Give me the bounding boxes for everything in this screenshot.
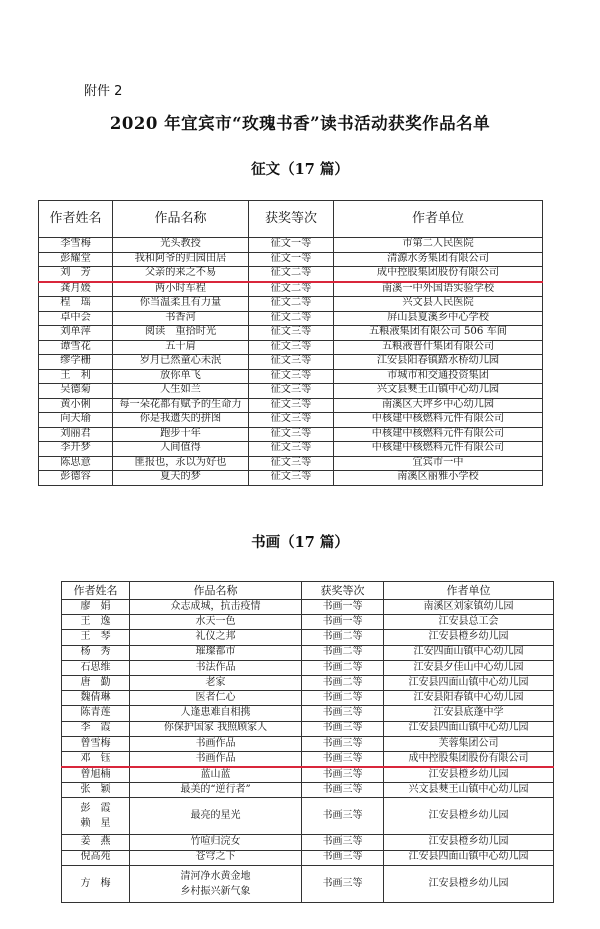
work-title-cell: 你保护国家 我照顾家人 [130, 721, 302, 736]
author-unit-cell: 江安县橙乡幼儿园 [384, 865, 554, 902]
award-level-cell: 征文三等 [249, 340, 334, 355]
author-name-cell: 倪高苑 [62, 850, 130, 865]
work-title-cell: 岁月已然童心未泯 [113, 355, 249, 370]
author-name-cell: 石思维 [62, 660, 130, 675]
art-header-author-unit: 作者单位 [384, 582, 554, 600]
author-unit-cell: 成中控股集团股份有限公司 [384, 751, 554, 767]
award-level-cell: 书画三等 [302, 721, 384, 736]
author-unit-cell: 兴文县僰王山镇中心幼儿园 [384, 783, 554, 798]
author-name-cell: 刘单萍 [39, 326, 113, 341]
work-title-cell: 放你单飞 [113, 369, 249, 384]
author-unit-cell: 江安县四面山镇中心幼儿园 [384, 721, 554, 736]
award-level-cell: 征文二等 [249, 311, 334, 326]
award-level-cell: 书画三等 [302, 706, 384, 721]
work-title-cell: 老家 [130, 675, 302, 690]
work-title-cell: 你当温柔且有力量 [113, 297, 249, 312]
work-title-cell: 书香河 [113, 311, 249, 326]
author-unit-cell: 江安县阳春镇中心幼儿园 [384, 691, 554, 706]
award-level-cell: 征文二等 [249, 282, 334, 297]
attachment-label: 附件 2 [84, 84, 123, 99]
table-row [62, 630, 554, 645]
table-row [39, 456, 543, 471]
author-name-cell: 唐 勤 [62, 675, 130, 690]
work-title-cell: 众志成城，抗击疫情 [130, 600, 302, 615]
essay-table-body [39, 238, 543, 486]
author-unit-cell: 成中控股集团股份有限公司 [334, 267, 543, 282]
award-level-cell: 征文三等 [249, 355, 334, 370]
author-unit-cell: 中核建中核燃料元件有限公司 [334, 427, 543, 442]
table-row [62, 850, 554, 865]
author-name-cell: 魏倩琳 [62, 691, 130, 706]
author-unit-cell: 市第二人民医院 [334, 238, 543, 253]
award-level-cell: 书画一等 [302, 600, 384, 615]
work-title-cell: 父亲的来之不易 [113, 267, 249, 282]
author-name-cell: 方 梅 [62, 865, 130, 902]
award-level-cell: 征文二等 [249, 267, 334, 282]
table-row [39, 326, 543, 341]
award-level-cell: 征文三等 [249, 456, 334, 471]
work-title-cell: 水天一色 [130, 615, 302, 630]
author-unit-cell: 市城市和交通投资集团 [334, 369, 543, 384]
work-title-cell: 清河净水黄金地 乡村振兴新气象 [130, 865, 302, 902]
author-name-cell: 王 利 [39, 369, 113, 384]
author-name-cell: 黄小俐 [39, 398, 113, 413]
author-unit-cell: 五粮液普什集团有限公司 [334, 340, 543, 355]
award-level-cell: 书画二等 [302, 691, 384, 706]
table-row [62, 721, 554, 736]
author-name-cell: 曾雪梅 [62, 736, 130, 751]
author-name-cell: 刘丽君 [39, 427, 113, 442]
award-level-cell: 书画三等 [302, 767, 384, 783]
work-title-cell: 跑步十年 [113, 427, 249, 442]
author-unit-cell: 屏山县夏溪乡中心学校 [334, 311, 543, 326]
author-name-cell: 张 颖 [62, 783, 130, 798]
author-name-cell: 廖 娟 [62, 600, 130, 615]
work-title-cell: 我和阿爷的归园田居 [113, 252, 249, 267]
art-table [61, 581, 554, 903]
art-header-award-level: 获奖等次 [302, 582, 384, 600]
author-name-cell: 卓中会 [39, 311, 113, 326]
author-name-cell: 彭耀堂 [39, 252, 113, 267]
author-unit-cell: 江安县夕佳山中心幼儿园 [384, 660, 554, 675]
table-row [62, 706, 554, 721]
work-title-cell: 匪报也，永以为好也 [113, 456, 249, 471]
table-row [62, 783, 554, 798]
author-unit-cell: 江安县底蓬中学 [384, 706, 554, 721]
author-unit-cell: 江安县橙乡幼儿园 [384, 798, 554, 835]
author-unit-cell: 宜宾市一中 [334, 456, 543, 471]
author-name-cell: 龚月媛 [39, 282, 113, 297]
work-title-cell: 你是我遗失的拼图 [113, 413, 249, 428]
author-unit-cell: 南溪区丽雅小学校 [334, 471, 543, 486]
award-level-cell: 书画三等 [302, 835, 384, 850]
table-row [39, 267, 543, 282]
essay-section-title: 征文（17 篇） [251, 161, 349, 178]
work-title-cell: 最亮的星光 [130, 798, 302, 835]
author-name-cell: 彭 霞 赖 星 [62, 798, 130, 835]
author-unit-cell: 中核建中核燃料元件有限公司 [334, 413, 543, 428]
table-row [62, 615, 554, 630]
table-row [62, 798, 554, 835]
author-name-cell: 姜 燕 [62, 835, 130, 850]
author-unit-cell: 清源水务集团有限公司 [334, 252, 543, 267]
art-header-work-title: 作品名称 [130, 582, 302, 600]
essay-header-work-title: 作品名称 [113, 201, 249, 238]
art-header-author-name: 作者姓名 [62, 582, 130, 600]
work-title-cell: 璀璨都市 [130, 645, 302, 660]
document-title: 2020 年宜宾市“玫瑰书香”读书活动获奖作品名单 [109, 114, 491, 133]
essay-header-award-level: 获奖等次 [249, 201, 334, 238]
author-name-cell: 程 瑶 [39, 297, 113, 312]
author-name-cell: 曾旭楠 [62, 767, 130, 783]
author-name-cell: 向天瑜 [39, 413, 113, 428]
author-name-cell: 邓 钰 [62, 751, 130, 767]
table-row [39, 427, 543, 442]
author-unit-cell: 南溪区刘家镇幼儿园 [384, 600, 554, 615]
award-level-cell: 征文二等 [249, 297, 334, 312]
work-title-cell: 书画作品 [130, 736, 302, 751]
author-unit-cell: 江安县四面山镇中心幼儿园 [384, 675, 554, 690]
art-header-row [62, 582, 554, 600]
author-name-cell: 李开梦 [39, 442, 113, 457]
author-unit-cell: 五粮液集团有限公司 506 车间 [334, 326, 543, 341]
award-level-cell: 书画三等 [302, 736, 384, 751]
award-level-cell: 征文三等 [249, 326, 334, 341]
award-level-cell: 书画二等 [302, 660, 384, 675]
author-unit-cell: 江安县橙乡幼儿园 [384, 767, 554, 783]
author-name-cell: 陈思意 [39, 456, 113, 471]
work-title-cell: 夏天的梦 [113, 471, 249, 486]
table-row [39, 340, 543, 355]
author-unit-cell: 江安四面山镇中心幼儿园 [384, 645, 554, 660]
author-name-cell: 杨 秀 [62, 645, 130, 660]
award-level-cell: 征文一等 [249, 238, 334, 253]
work-title-cell: 书法作品 [130, 660, 302, 675]
work-title-cell: 光头教授 [113, 238, 249, 253]
table-row [62, 835, 554, 850]
table-row [62, 645, 554, 660]
award-level-cell: 书画三等 [302, 798, 384, 835]
work-title-cell: 苍穹之下 [130, 850, 302, 865]
work-title-cell: 人逢患难自相携 [130, 706, 302, 721]
author-name-cell: 彭德容 [39, 471, 113, 486]
author-unit-cell: 兴文县人民医院 [334, 297, 543, 312]
author-name-cell: 谭雪花 [39, 340, 113, 355]
work-title-cell: 人生如兰 [113, 384, 249, 399]
table-row [39, 297, 543, 312]
table-row [39, 442, 543, 457]
author-name-cell: 李 霞 [62, 721, 130, 736]
table-row [39, 252, 543, 267]
author-unit-cell: 中核建中核燃料元件有限公司 [334, 442, 543, 457]
award-level-cell: 书画一等 [302, 615, 384, 630]
award-level-cell: 书画三等 [302, 865, 384, 902]
award-level-cell: 书画二等 [302, 645, 384, 660]
essay-header-row [39, 201, 543, 238]
award-level-cell: 征文三等 [249, 471, 334, 486]
table-row [62, 675, 554, 690]
award-level-cell: 书画三等 [302, 850, 384, 865]
author-name-cell: 刘 芳 [39, 267, 113, 282]
table-row [62, 691, 554, 706]
author-name-cell: 王 琴 [62, 630, 130, 645]
work-title-cell: 最美的“逆行者” [130, 783, 302, 798]
work-title-cell: 五十肩 [113, 340, 249, 355]
table-row [39, 471, 543, 486]
author-name-cell: 李雪梅 [39, 238, 113, 253]
table-row [39, 282, 543, 297]
table-row [39, 369, 543, 384]
author-unit-cell: 芙蓉集团公司 [384, 736, 554, 751]
award-level-cell: 征文三等 [249, 398, 334, 413]
art-table-body [62, 600, 554, 903]
author-unit-cell: 南溪一中外国语实验学校 [334, 282, 543, 297]
work-title-cell: 医者仁心 [130, 691, 302, 706]
work-title-cell: 阅读 重拾时光 [113, 326, 249, 341]
author-name-cell: 吴德菊 [39, 384, 113, 399]
table-row [39, 355, 543, 370]
author-unit-cell: 南溪区大坪乡中心幼儿园 [334, 398, 543, 413]
table-row [62, 751, 554, 767]
author-unit-cell: 江安县橙乡幼儿园 [384, 630, 554, 645]
table-row [39, 413, 543, 428]
table-row [39, 238, 543, 253]
author-unit-cell: 江安县阳春镇踏水桥幼儿园 [334, 355, 543, 370]
work-title-cell: 书画作品 [130, 751, 302, 767]
work-title-cell: 每一朵花都有赋予的生命力 [113, 398, 249, 413]
author-unit-cell: 江安县橙乡幼儿园 [384, 835, 554, 850]
award-level-cell: 书画二等 [302, 630, 384, 645]
table-row [39, 384, 543, 399]
award-level-cell: 征文三等 [249, 442, 334, 457]
work-title-cell: 人间值得 [113, 442, 249, 457]
table-row [62, 600, 554, 615]
author-name-cell: 陈青莲 [62, 706, 130, 721]
award-level-cell: 征文三等 [249, 427, 334, 442]
award-level-cell: 征文三等 [249, 384, 334, 399]
art-section-title: 书画（17 篇） [251, 534, 349, 551]
award-level-cell: 征文一等 [249, 252, 334, 267]
author-unit-cell: 江安县总工会 [384, 615, 554, 630]
essay-header-author-unit: 作者单位 [334, 201, 543, 238]
award-level-cell: 征文三等 [249, 413, 334, 428]
author-name-cell: 王 逸 [62, 615, 130, 630]
table-row [39, 311, 543, 326]
essay-table [38, 200, 543, 486]
table-row [39, 398, 543, 413]
author-unit-cell: 兴文县僰王山镇中心幼儿园 [334, 384, 543, 399]
author-name-cell: 缪学栅 [39, 355, 113, 370]
work-title-cell: 两小时车程 [113, 282, 249, 297]
table-row [62, 660, 554, 675]
work-title-cell: 蓝山蓝 [130, 767, 302, 783]
award-level-cell: 书画三等 [302, 751, 384, 767]
work-title-cell: 竹喧归浣女 [130, 835, 302, 850]
table-row [62, 865, 554, 902]
award-level-cell: 征文三等 [249, 369, 334, 384]
table-row [62, 767, 554, 783]
work-title-cell: 礼仪之邦 [130, 630, 302, 645]
award-level-cell: 书画二等 [302, 675, 384, 690]
award-level-cell: 书画三等 [302, 783, 384, 798]
table-row [62, 736, 554, 751]
essay-header-author-name: 作者姓名 [39, 201, 113, 238]
author-unit-cell: 江安县四面山镇中心幼儿园 [384, 850, 554, 865]
